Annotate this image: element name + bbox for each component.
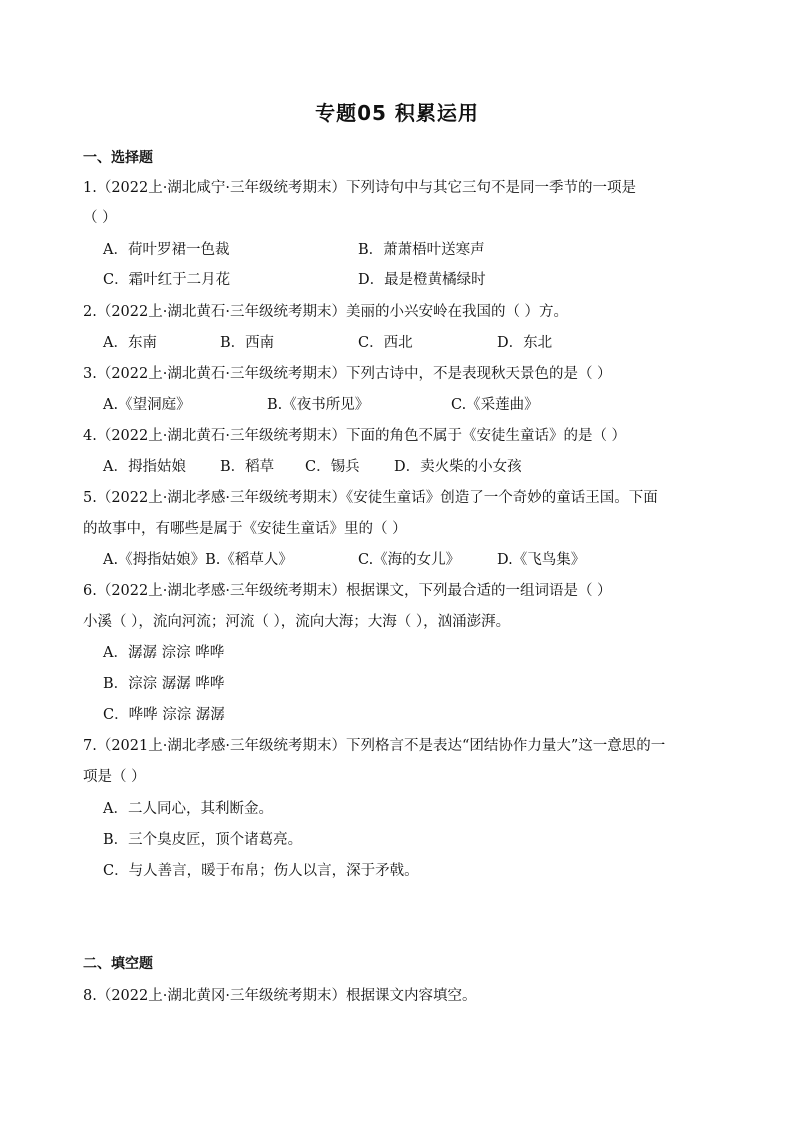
question-3-text: 3.（2022上·湖北黄石·三年级统考期末）下列古诗中，不是表现秋天景色的是（ ）	[83, 366, 612, 382]
question-3-option-c: C.《采莲曲》	[451, 397, 539, 413]
question-7-option-b: B．三个臭皮匠，顶个诸葛亮。	[103, 832, 303, 848]
question-7-text-cont: 项是（ ）	[83, 769, 146, 785]
question-5-option-ab: A.《拇指姑娘》B.《稻草人》	[103, 552, 293, 568]
question-4-option-a: A．拇指姑娘	[103, 459, 186, 475]
question-2-option-d: D．东北	[497, 335, 553, 351]
question-7-option-c: C．与人善言，暖于布帛；伤人以言，深于矛戟。	[103, 863, 419, 879]
section-heading-choice: 一、选择题	[83, 150, 153, 166]
question-4-option-c: C．锡兵	[305, 459, 360, 475]
question-1-option-b: B．萧萧梧叶送寒声	[358, 242, 485, 258]
question-1-option-d: D．最是橙黄橘绿时	[358, 272, 486, 288]
question-1-text-cont: （ ）	[83, 210, 117, 226]
question-5-option-d: D.《飞鸟集》	[497, 552, 586, 568]
question-5-text: 5.（2022上·湖北孝感·三年级统考期末）《安徒生童话》创造了一个奇妙的童话王国。下面	[83, 490, 658, 506]
page-title: 专题05 积累运用	[315, 101, 479, 125]
question-2-text: 2.（2022上·湖北黄石·三年级统考期末）美丽的小兴安岭在我国的（ ）方。	[83, 304, 569, 320]
question-4-option-b: B．稻草	[220, 459, 275, 475]
question-6-option-a: A．潺潺 淙淙 哗哗	[103, 645, 225, 661]
question-5-text-cont: 的故事中，有哪些是属于《安徒生童话》里的（ ）	[83, 521, 407, 537]
question-2-option-a: A．东南	[103, 335, 157, 351]
question-7-text: 7.（2021上·湖北孝感·三年级统考期末）下列格言不是表达“团结协作力量大”这一意思的一	[83, 738, 666, 754]
question-6-option-c: C．哗哗 淙淙 潺潺	[103, 707, 225, 723]
question-1-option-a: A．荷叶罗裙一色裁	[103, 242, 230, 258]
question-6-option-b: B．淙淙 潺潺 哗哗	[103, 676, 225, 692]
question-6-text-cont: 小溪（ ），流向河流；河流（ ），流向大海；大海（ ），汹涌澎湃。	[83, 614, 511, 630]
question-1-text: 1.（2022上·湖北咸宁·三年级统考期末）下列诗句中与其它三句不是同一季节的一项是	[83, 180, 636, 196]
question-1-option-c: C．霜叶红于二月花	[103, 272, 231, 288]
question-6-text: 6.（2022上·湖北孝感·三年级统考期末）根据课文，下列最合适的一组词语是（ ）	[83, 583, 612, 599]
question-4-text: 4.（2022上·湖北黄石·三年级统考期末）下面的角色不属于《安徒生童话》的是（ ）	[83, 428, 627, 444]
question-4-option-d: D．卖火柴的小女孩	[394, 459, 522, 475]
question-3-option-b: B.《夜书所见》	[267, 397, 370, 413]
question-5-option-c: C.《海的女儿》	[358, 552, 461, 568]
question-3-option-a: A.《望洞庭》	[103, 397, 191, 413]
question-2-option-b: B．西南	[220, 335, 275, 351]
question-8-text: 8.（2022上·湖北黄冈·三年级统考期末）根据课文内容填空。	[83, 988, 477, 1004]
question-2-option-c: C．西北	[358, 335, 413, 351]
question-7-option-a: A．二人同心，其利断金。	[103, 801, 273, 817]
section-heading-fill: 二、填空题	[83, 956, 153, 972]
